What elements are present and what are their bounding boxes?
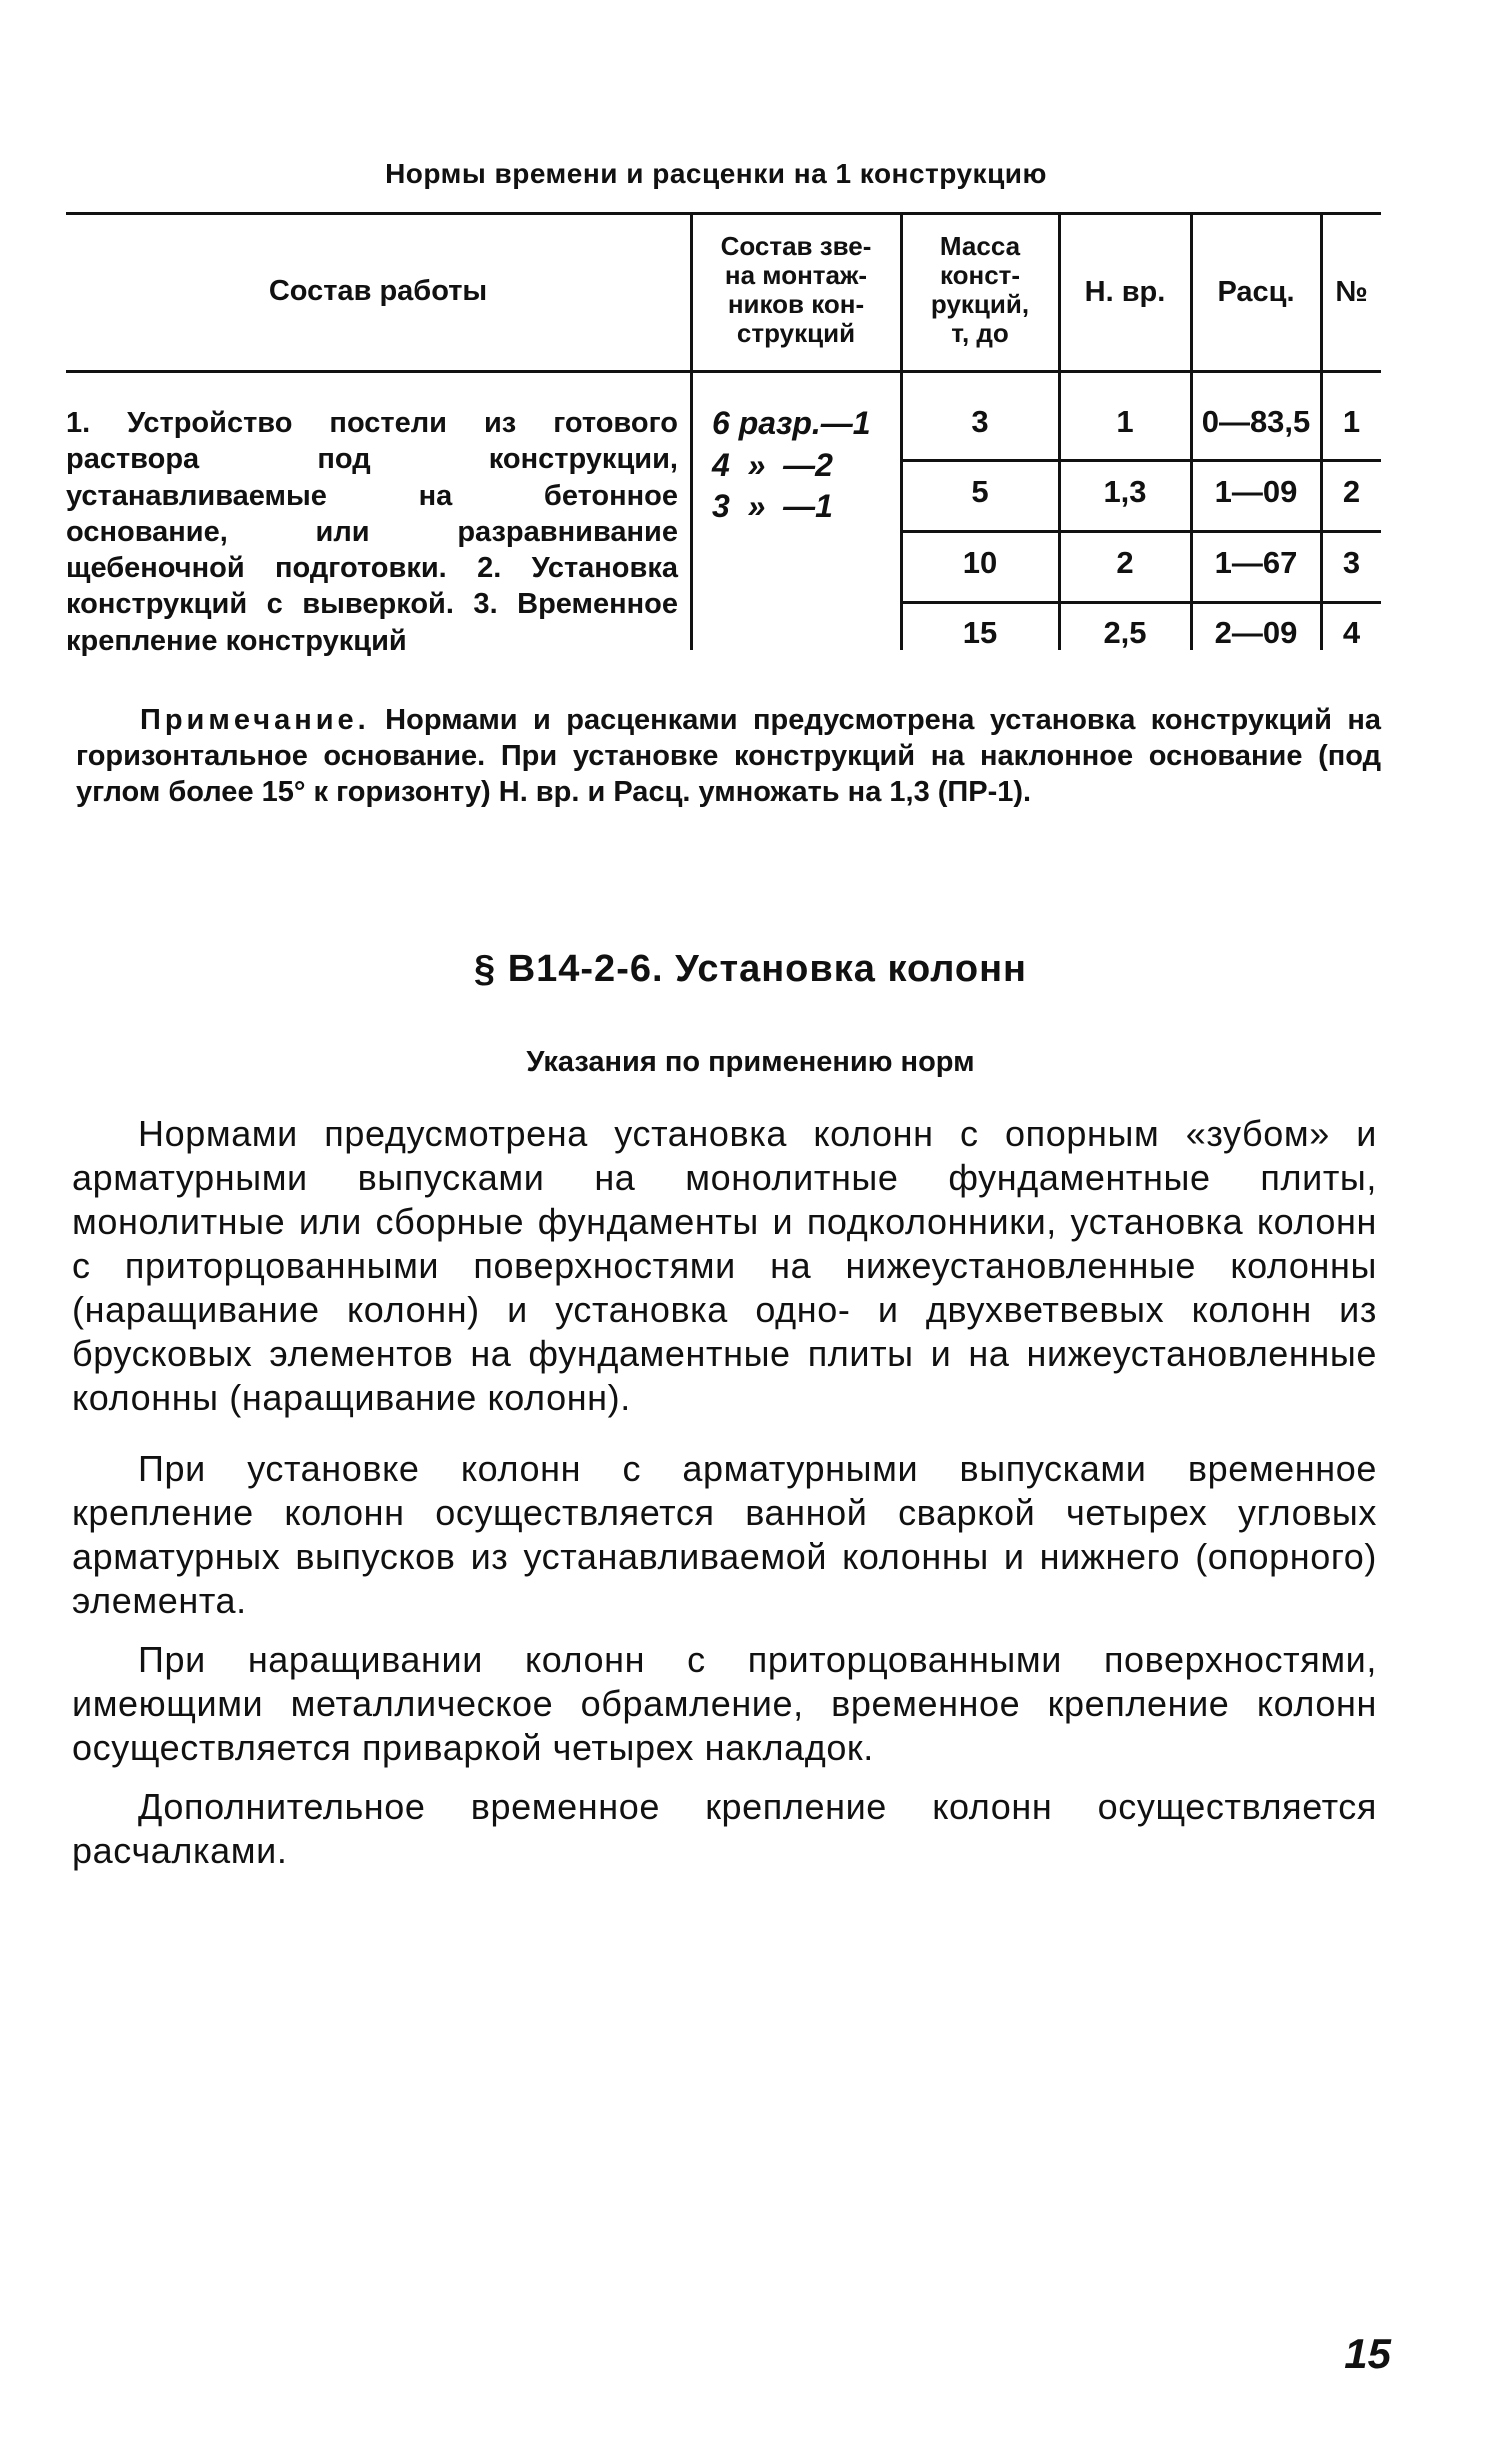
cell-no: 3 (1342, 545, 1361, 580)
cell-rasc: 0—83,5 (1201, 404, 1311, 439)
cell-rasc: 2—09 (1214, 615, 1298, 650)
table-header-rule (66, 370, 1381, 373)
cell-nvr: 1,3 (1103, 474, 1147, 509)
cell-nvr: 2,5 (1103, 615, 1147, 650)
crew-line: 4 » —2 (712, 446, 833, 483)
cell-rasc: 1—09 (1214, 474, 1298, 509)
cell-mass: 10 (962, 545, 998, 580)
row-divider (900, 459, 1381, 462)
crew-line: 3 » —1 (712, 488, 833, 525)
cell-no: 4 (1342, 615, 1361, 650)
table-title: Нормы времени и расценки на 1 конструкцию (385, 158, 1047, 189)
section-title: § В14-2-6. Установка колонн (474, 948, 1027, 990)
body-paragraph: Дополнительное временное крепление колонн осуществляется расчалками. (72, 1786, 1377, 1871)
subheading: Указания по применению норм (526, 1046, 975, 1078)
note-lead: Примечание. (140, 704, 370, 736)
cell-mass: 5 (971, 474, 989, 509)
cell-mass: 15 (962, 615, 998, 650)
body-paragraph: Нормами предусмотрена установка колонн с опорным «зубом» и арматурными выпусками на монолитные фундаментные плиты, монолитные или сборные фундаменты и подколонники, установка колонн с приторцованными поверхностями на нижеустановленные колонны (наращивание колонн) и установка одно- и двухветвевых колонн из брусковых элементов на фундаментные плиты и на нижеустановленные колонны (наращивание колонн). (72, 1113, 1377, 1418)
row-divider (900, 601, 1381, 604)
cell-mass: 3 (971, 404, 989, 439)
cell-no: 2 (1342, 474, 1361, 509)
body-paragraph: При наращивании колонн с приторцованными поверхностями, имеющими металлическое обрамление, временное крепление колонн осуществляется приваркой четырех накладок. (72, 1639, 1377, 1768)
body-paragraph: При установке колонн с арматурными выпусками временное крепление колонн осуществляется ванной сваркой четырех угловых арматурных выпусков из устанавливаемой колонны и нижнего (опорного) элемента. (72, 1448, 1377, 1621)
header-work: Состав работы (268, 275, 488, 307)
cell-nvr: 2 (1116, 545, 1134, 580)
header-mass: Масса конст- рукций, т, до (930, 231, 1030, 349)
cell-rasc: 1—67 (1214, 545, 1298, 580)
header-no: № (1335, 276, 1368, 308)
header-nvr: Н. вр. (1084, 276, 1166, 308)
table-note (76, 703, 1381, 811)
header-crew: Состав зве- на монтаж- ников кон- струкций (720, 231, 872, 349)
row-divider (900, 530, 1381, 533)
note-text: Нормами и расценками предусмотрена установка конструкций на горизонтальное основание. При установке конструкций на наклонное основание (под углом более 15° к горизонту) Н. вр. и Расц. умножать на 1,3 (ПР-1). (76, 704, 1381, 808)
table-top-rule (66, 212, 1381, 215)
cell-no: 1 (1342, 404, 1361, 439)
crew-line: 6 разр.—1 (712, 405, 871, 441)
crew-composition (712, 403, 892, 528)
cell-nvr: 1 (1116, 404, 1134, 439)
work-description: 1. Устройство постели из готового раствора под конструкции, устанавливаемые на бетонное основание, или разравнивание щебеночной подготовки. 2. Установка конструкций с выверкой. 3. Временное крепление конструкций (66, 407, 678, 657)
page-number: 15 (1344, 2330, 1391, 2377)
header-rasc: Расц. (1217, 276, 1295, 308)
